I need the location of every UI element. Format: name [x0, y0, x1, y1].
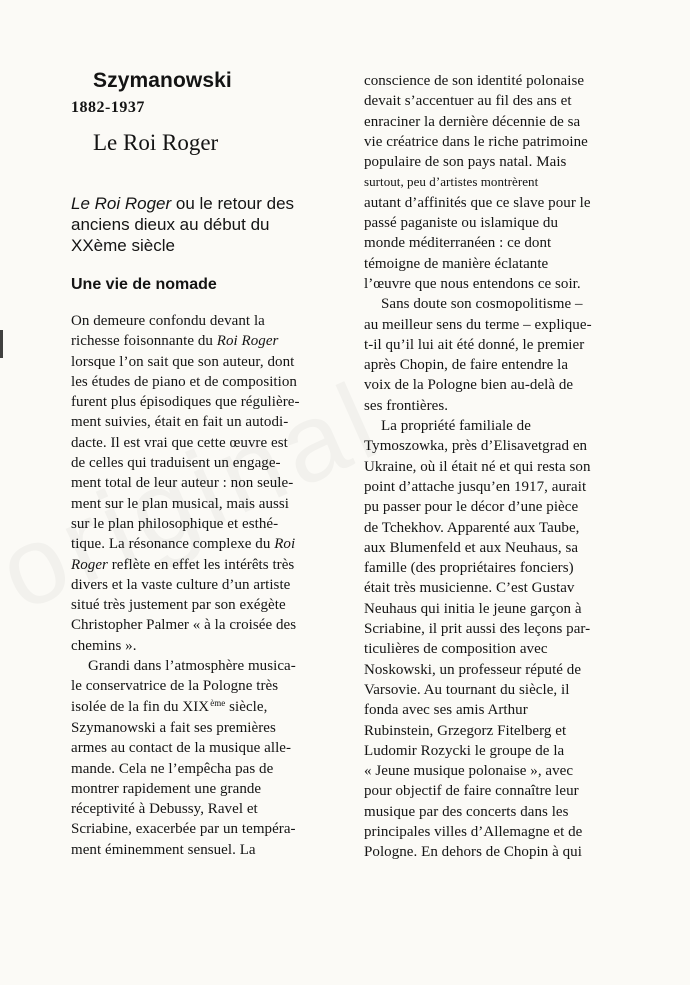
- text-line: ticulières de composition avec: [364, 641, 548, 658]
- left-body-text: [71, 311, 347, 860]
- text-line: devait s’accentuer au fil des ans et: [364, 93, 572, 110]
- text-line: La propriété familiale de: [381, 418, 531, 435]
- text-line: ment suivies, était en fait un autodi-: [71, 414, 289, 431]
- text-line: fonda avec ses amis Arthur: [364, 702, 528, 719]
- text-line: surtout, peu d’artistes montrèrent: [364, 174, 539, 190]
- text-line: armes au contact de la musique alle-: [71, 740, 292, 757]
- subtitle-work-title: Le Roi Roger: [71, 194, 172, 213]
- section-heading: Une vie de nomade: [71, 276, 217, 293]
- text-line: « Jeune musique polonaise », avec: [364, 763, 574, 780]
- text-line: était très musicienne. C’est Gustav: [364, 580, 575, 597]
- text-line: Noskowski, un professeur réputé de: [364, 661, 582, 678]
- text-line: les études de piano et de composition: [71, 373, 297, 390]
- text-line: Ludomir Rozycki le groupe de la: [364, 742, 565, 759]
- text-line: Varsovie. Au tournant du siècle, il: [364, 681, 570, 698]
- text-line: de Tchekhov. Apparenté aux Taube,: [364, 519, 580, 536]
- text-line: principales villes d’Allemagne et de: [364, 823, 583, 840]
- text-line: Szymanowski a fait ses premières: [71, 719, 276, 736]
- text-line: Neuhaus qui initia le jeune garçon à: [364, 600, 582, 617]
- text-line: montrer rapidement une grande: [71, 780, 262, 797]
- text-line: le conservatrice de la Pologne très: [71, 678, 279, 695]
- text-line: de celles qui traduisent un engage-: [71, 455, 281, 472]
- text-line: On demeure confondu devant la: [71, 313, 265, 329]
- text-line: dacte. Il est vrai que cette œuvre est: [71, 434, 288, 451]
- text-line: aux Blumenfeld et aux Neuhaus, sa: [364, 539, 579, 556]
- text-line: pour objectif de faire connaître leur: [364, 783, 579, 800]
- text-line: passé paganiste ou islamique du: [364, 215, 559, 232]
- text-line: Rubinstein, Grzegorz Fitelberg et: [364, 722, 567, 739]
- text-line: t-il qu’il lui ait été donné, le premier: [364, 336, 585, 353]
- scan-edge-mark: [0, 330, 3, 358]
- text-line: isolée de la fin du XIXème siècle,: [71, 697, 268, 715]
- text-line: réceptivité à Debussy, Ravel et: [71, 801, 258, 818]
- text-line: Scriabine, il prit aussi des leçons par-: [364, 621, 591, 638]
- subtitle-text-3: XXème siècle: [71, 236, 175, 255]
- text-line: furent plus épisodiques que régulière-: [71, 394, 300, 411]
- right-body-text: [364, 71, 638, 863]
- work-title: Le Roi Roger: [93, 130, 219, 155]
- text-line: situé très justement par son exégète: [71, 597, 286, 614]
- text-line: musique par des concerts dans les: [364, 803, 569, 820]
- text-line: sur le plan philosophique et esthé-: [71, 515, 279, 532]
- text-line: Ukraine, où il était né et qui resta son: [364, 458, 591, 475]
- text-line: Roger reflète en effet les intérêts très: [71, 556, 295, 573]
- text-line: monde méditerranéen : ce dont: [364, 235, 552, 252]
- text-line: chemins ».: [71, 637, 137, 654]
- text-line: ment éminemment sensuel. La: [71, 841, 256, 858]
- text-line: au meilleur sens du terme – explique-: [364, 316, 592, 333]
- text-line: Grandi dans l’atmosphère musica-: [88, 658, 296, 675]
- text-line: vie créatrice dans le riche patrimoine: [364, 133, 588, 150]
- text-line: Christopher Palmer « à la croisée des: [71, 617, 297, 634]
- text-line: Scriabine, exacerbée par un tempéra-: [71, 821, 296, 838]
- text-line: ment sur le plan musical, mais aussi: [71, 495, 290, 512]
- text-line: lorsque l’on sait que son auteur, dont: [71, 353, 295, 370]
- text-line: populaire de son pays natal. Mais: [364, 154, 567, 171]
- text-line: témoigne de manière éclatante: [364, 255, 549, 272]
- article-subtitle: [71, 193, 347, 256]
- composer-name: Szymanowski: [93, 69, 232, 92]
- text-line: mande. Cela ne l’empêcha pas de: [71, 760, 274, 777]
- text-line: enraciner la dernière décennie de sa: [364, 113, 581, 130]
- text-line: autant d’affinités que ce slave pour le: [364, 194, 591, 211]
- text-line: pu passer pour le décor d’une pièce: [364, 499, 579, 516]
- subtitle-text-2: anciens dieux au début du: [71, 215, 270, 234]
- text-line: richesse foisonnante du Roi Roger: [71, 333, 279, 350]
- text-line: point d’attache jusqu’en 1917, aurait: [364, 478, 587, 495]
- text-line: Sans doute son cosmopolitisme –: [381, 296, 583, 313]
- text-line: l’œuvre que nous entendons ce soir.: [364, 275, 581, 292]
- text-line: voix de la Pologne bien au-delà de: [364, 377, 574, 394]
- text-line: famille (des propriétaires fonciers): [364, 560, 574, 577]
- text-line: Tymoszowka, près d’Elisavetgrad en: [364, 438, 588, 455]
- text-line: conscience de son identité polonaise: [364, 73, 585, 89]
- text-line: ment total de leur auteur : non seule-: [71, 475, 294, 492]
- text-line: tique. La résonance complexe du Roi: [71, 536, 296, 553]
- text-line: après Chopin, de faire entendre la: [364, 357, 569, 374]
- text-line: divers et la vaste culture d’un artiste: [71, 576, 291, 593]
- composer-dates: 1882-1937: [71, 99, 145, 116]
- text-line: ses frontières.: [364, 397, 449, 414]
- subtitle-text-1: ou le retour des: [171, 194, 295, 213]
- text-line: Pologne. En dehors de Chopin à qui: [364, 844, 582, 861]
